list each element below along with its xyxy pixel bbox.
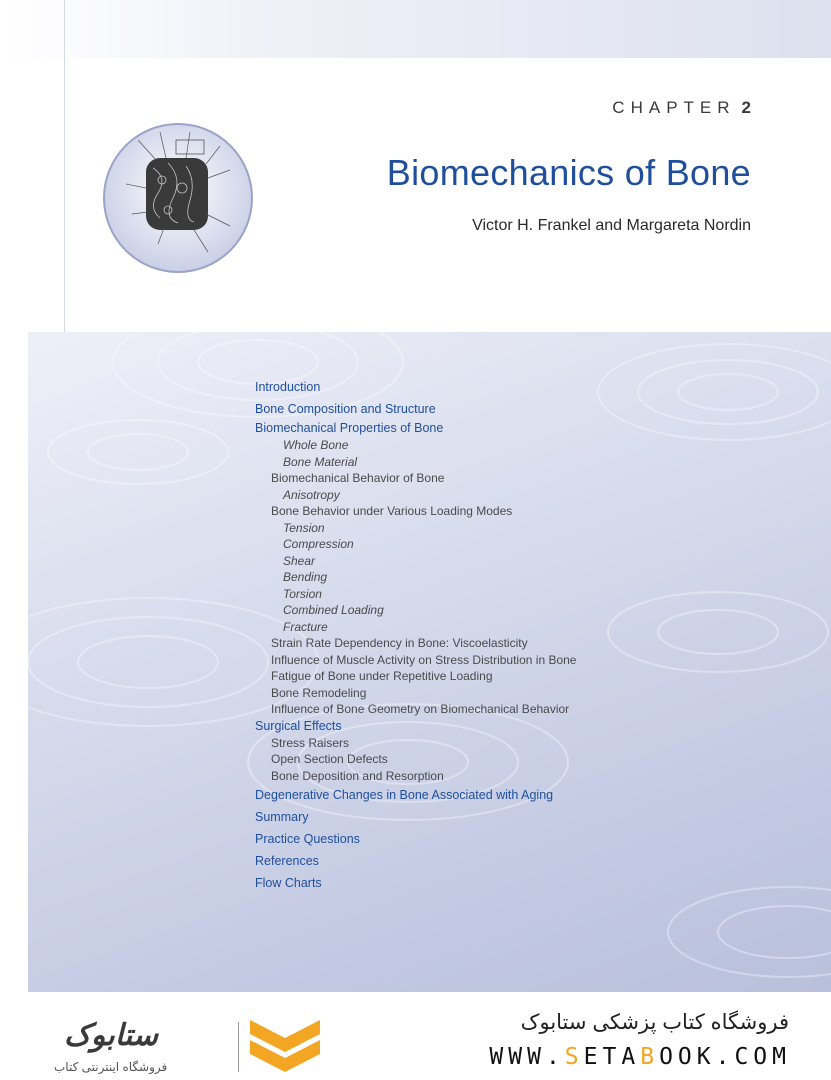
toc-subsubsection[interactable]: Tension [283, 520, 325, 535]
table-of-contents [255, 376, 815, 894]
top-decorative-band [0, 0, 831, 58]
toc-subsection[interactable]: Influence of Bone Geometry on Biomechanical Behavior [271, 702, 570, 716]
margin-rule [64, 0, 65, 335]
logo-subtitle: فروشگاه اینترنتی کتاب [54, 1060, 168, 1074]
chapter-figure [98, 118, 264, 278]
toc-section[interactable]: Summary [255, 810, 309, 824]
toc-subsubsection[interactable]: Combined Loading [283, 603, 384, 617]
toc-subsection[interactable]: Open Section Defects [271, 752, 388, 766]
url-part3: OOK.COM [659, 1044, 791, 1070]
logo-divider [238, 1022, 239, 1072]
toc-section[interactable]: Degenerative Changes in Bone Associated with Aging [255, 788, 554, 802]
toc-section[interactable]: References [255, 854, 319, 868]
url-s: S [564, 1044, 584, 1070]
chapter-word: CHAPTER [612, 98, 736, 117]
toc-section[interactable]: Bone Composition and Structure [255, 402, 436, 416]
toc-section[interactable]: Practice Questions [255, 832, 360, 846]
chevron-logo-icon [250, 1020, 320, 1072]
url-part1: WWW. [489, 1044, 565, 1070]
url-b: B [640, 1044, 660, 1070]
url-part2: ETA [583, 1044, 641, 1070]
toc-subsubsection[interactable]: Bending [283, 570, 328, 584]
toc-section[interactable]: Biomechanical Properties of Bone [255, 421, 444, 435]
page-title: Biomechanics of Bone [386, 152, 751, 193]
toc-section[interactable]: Flow Charts [255, 876, 322, 890]
toc-subsubsection[interactable]: Fracture [283, 619, 328, 634]
toc-section[interactable]: Introduction [255, 380, 321, 394]
toc-subsection[interactable]: Biomechanical Behavior of Bone [271, 471, 445, 485]
toc-subsubsection[interactable]: Whole Bone [283, 438, 349, 452]
toc-subsection[interactable]: Bone Remodeling [271, 685, 367, 700]
chapter-label [612, 98, 751, 118]
toc-subsection[interactable]: Stress Raisers [271, 735, 350, 750]
authors: Victor H. Frankel and Margareta Nordin [472, 217, 751, 234]
bone-cross-section-illustration [98, 118, 264, 278]
toc-subsubsection[interactable]: Torsion [283, 586, 322, 601]
toc-section[interactable]: Surgical Effects [255, 718, 342, 733]
shop-url[interactable] [489, 1044, 791, 1070]
toc-subsection[interactable]: Fatigue of Bone under Repetitive Loading [271, 669, 493, 683]
shop-name: فروشگاه کتاب پزشکی ستابوک [520, 1011, 789, 1034]
toc-subsubsection[interactable]: Bone Material [283, 454, 358, 469]
toc-subsection[interactable]: Bone Behavior under Various Loading Modes [271, 504, 513, 518]
toc-subsection[interactable]: Bone Deposition and Resorption [271, 768, 444, 783]
chapter-number: 2 [741, 98, 751, 117]
toc-subsubsection[interactable]: Compression [283, 537, 354, 551]
toc-subsection[interactable]: Strain Rate Dependency in Bone: Viscoelasticity [271, 636, 528, 650]
toc-subsection[interactable]: Influence of Muscle Activity on Stress Distribution in Bone [271, 652, 577, 667]
toc-subsubsection[interactable]: Anisotropy [283, 487, 340, 502]
logo-wordmark: ستابوک [64, 1019, 159, 1052]
toc-subsubsection[interactable]: Shear [283, 553, 316, 568]
